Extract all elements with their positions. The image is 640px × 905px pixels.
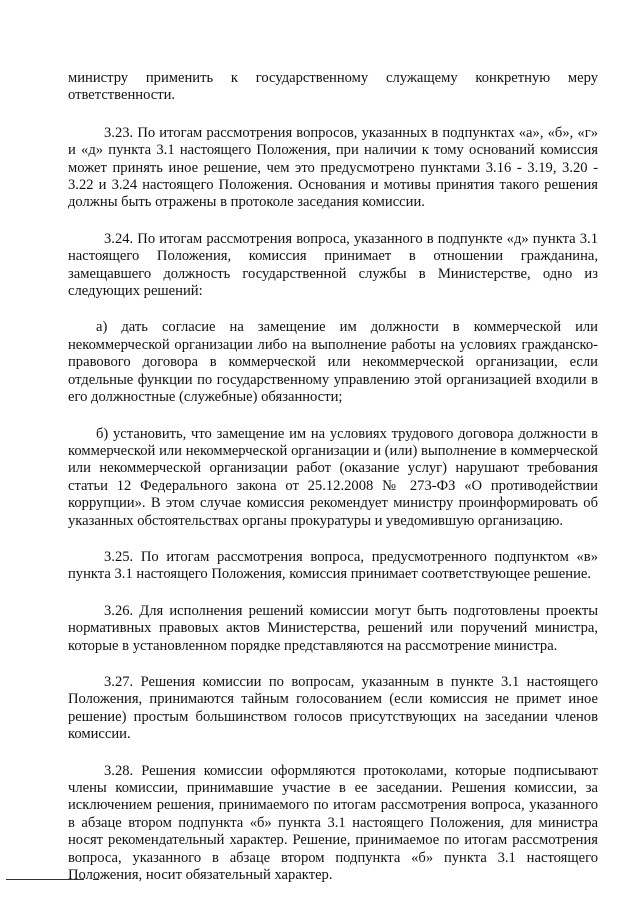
footer-dash	[93, 879, 99, 880]
footer-rule	[6, 879, 84, 880]
paragraph-3-24: 3.24. По итогам рассмотрения вопроса, указанного в подпункте «д» пункта 3.1 настоящего Положения, комиссия принимает в отношении гражданина, замещавшего должность государственной службы в Министерстве, одно из следующих решений:	[68, 230, 598, 300]
paragraph-3-24-a: а) дать согласие на замещение им должности в коммерческой или некоммерческой организации либо на выполнение работы на условиях гражданско-правового договора в коммерческой или некоммерческой организации, если отдельные функции по государственному управлению этой организацией входили в его должностные (служебные) обязанности;	[68, 319, 598, 406]
paragraph-3-23: 3.23. По итогам рассмотрения вопросов, указанных в подпунктах «а», «б», «г» и «д» пункта 3.1 настоящего Положения, при наличии к тому оснований комиссия может принять иное решение, чем это предусмотрено пунктами 3.16 - 3.19, 3.20 - 3.22 и 3.24 настоящего Положения. Основания и мотивы принятия такого решения должны быть отражены в протоколе заседания комиссии.	[68, 124, 598, 211]
paragraph-continuation: министру применить к государственному служащему конкретную меру ответственности.	[68, 70, 598, 104]
document-page	[68, 70, 598, 903]
paragraph-3-28: 3.28. Решения комиссии оформляются протоколами, которые подписывают члены комиссии, принимавшие участие в ее заседании. Решения комиссии, за исключением решения, принимаемого по итогам рассмотрения вопроса, указанного в абзаце втором подпункта «б» пункта 3.1 настоящего Положения, для министра носят рекомендательный характер. Решение, принимаемое по итогам рассмотрения вопроса, указанного в абзаце втором подпункта «б» пункта 3.1 настоящего Положения, носит обязательный характер.	[68, 762, 598, 884]
paragraph-3-27: 3.27. Решения комиссии по вопросам, указанным в пункте 3.1 настоящего Положения, принимаются тайным голосованием (если комиссия не примет иное решение) простым большинством голосов присутствующих на заседании членов комиссии.	[68, 673, 598, 743]
paragraph-3-25: 3.25. По итогам рассмотрения вопроса, предусмотренного подпунктом «в» пункта 3.1 настоящего Положения, комиссия принимает соответствующее решение.	[68, 548, 598, 583]
paragraph-3-24-b: б) установить, что замещение им на условиях трудового договора должности в коммерческой или некоммерческой организации и (или) выполнение в коммерческой или некоммерческой организации работ (оказание услуг) нарушают требования статьи 12 Федерального закона от 25.12.2008 № 273-ФЗ «О противодействии коррупции». В этом случае комиссия рекомендует министру проинформировать об указанных обстоятельствах органы прокуратуры и уведомившую организацию.	[68, 425, 598, 529]
paragraph-3-26: 3.26. Для исполнения решений комиссии могут быть подготовлены проекты нормативных правовых актов Министерства, решений или поручений министра, которые в установленном порядке представляются на рассмотрение министра.	[68, 602, 598, 654]
